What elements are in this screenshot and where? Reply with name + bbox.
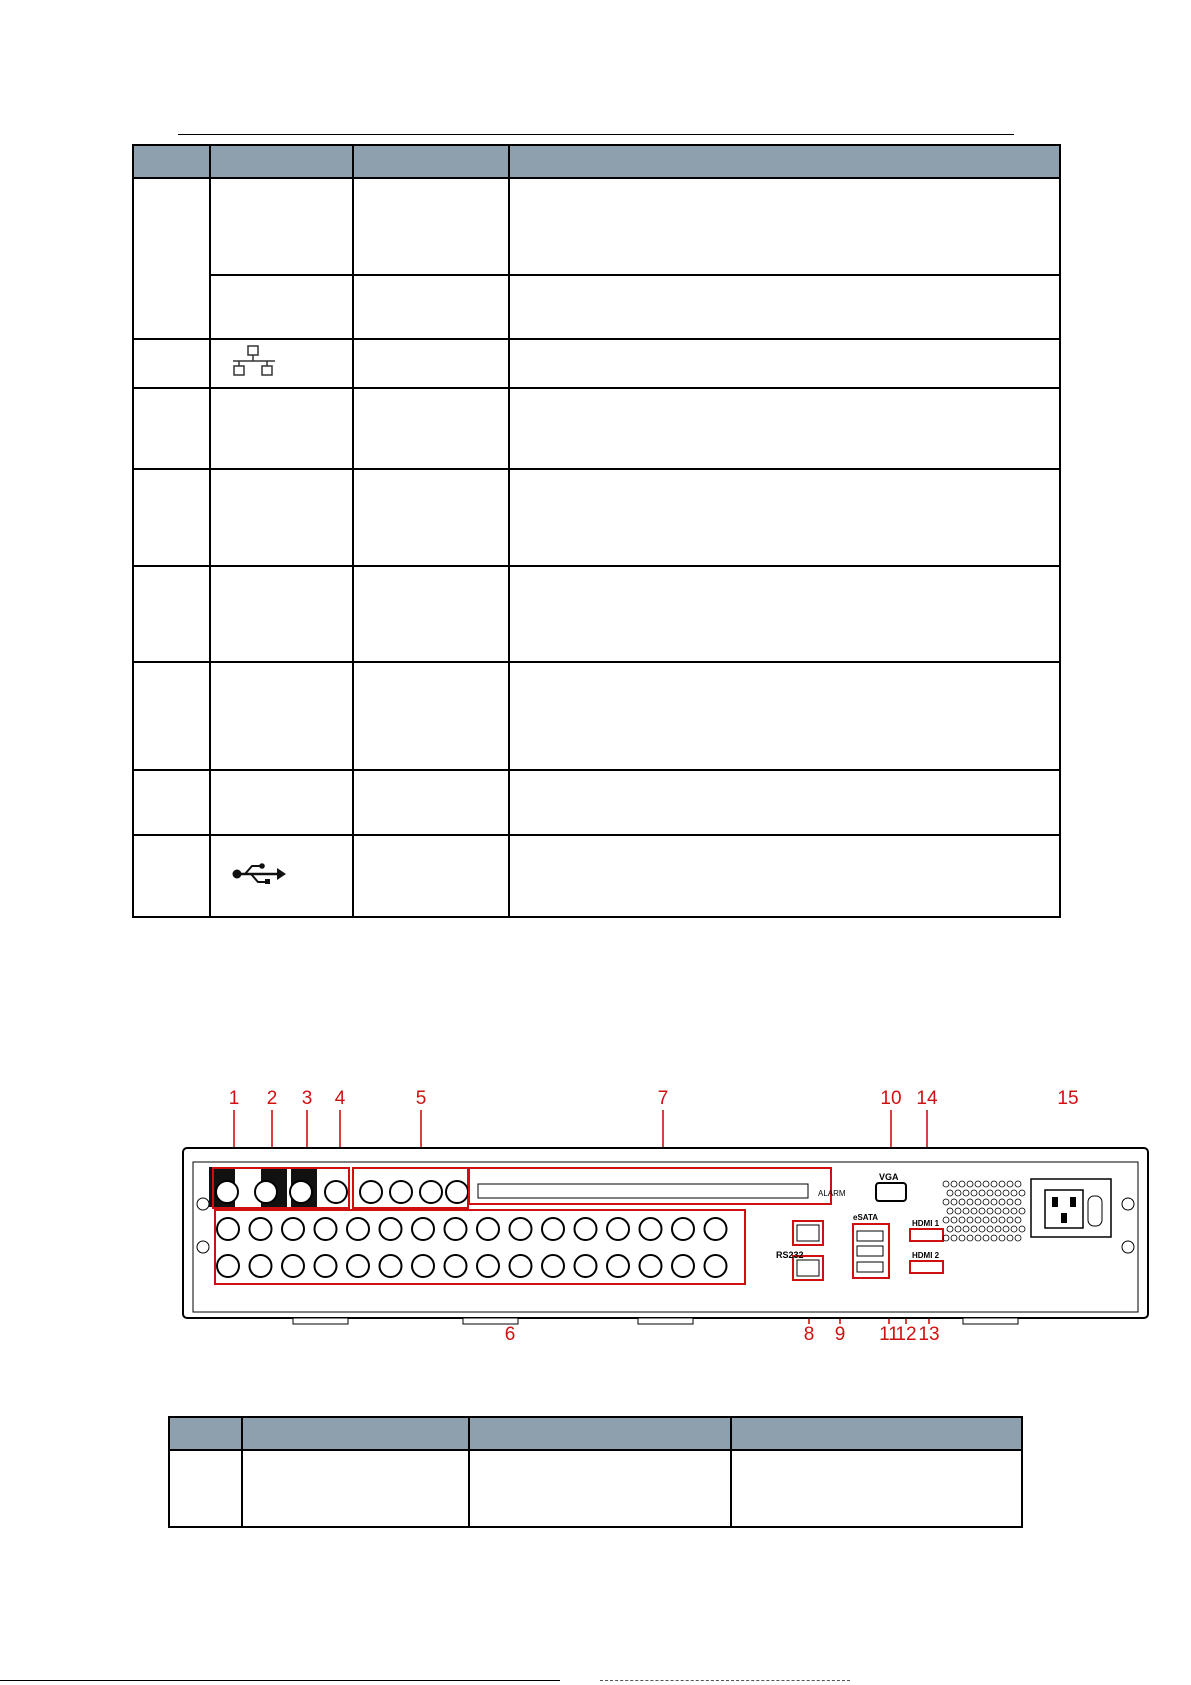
- vga-label: VGA: [879, 1172, 899, 1182]
- table-cell: [353, 566, 510, 662]
- table-cell: [509, 339, 1060, 388]
- rs232-label: RS232: [776, 1250, 804, 1260]
- video-input-connector: [412, 1255, 434, 1277]
- table-cell: [169, 1450, 242, 1527]
- callout-7: 7: [657, 1088, 669, 1109]
- table-cell: [210, 388, 353, 469]
- table-row: [133, 178, 1060, 275]
- table-cell: [509, 566, 1060, 662]
- video-input-connector: [477, 1218, 499, 1240]
- callout-6: 6: [504, 1324, 516, 1345]
- table-cell: [210, 339, 353, 388]
- power-socket: [1031, 1179, 1111, 1237]
- video-input-connector: [445, 1218, 467, 1240]
- video-input-connector: [542, 1218, 564, 1240]
- callout-2: 2: [266, 1088, 278, 1109]
- video-input-connector: [640, 1255, 662, 1277]
- table-row: [133, 275, 1060, 339]
- table-row: [133, 388, 1060, 469]
- table-cell: [731, 1450, 1022, 1527]
- video-input-connector: [705, 1255, 727, 1277]
- table-cell: [353, 275, 510, 339]
- callout-14: 14: [916, 1088, 938, 1109]
- table-row: [133, 835, 1060, 917]
- table-row: [133, 566, 1060, 662]
- video-input-connector: [217, 1218, 239, 1240]
- table-cell: [353, 388, 510, 469]
- usb-icon: [231, 861, 287, 887]
- video-input-connector: [315, 1218, 337, 1240]
- table-cell: [509, 469, 1060, 566]
- video-input-connector: [510, 1218, 532, 1240]
- network-icon: [231, 344, 277, 378]
- callout-15: 15: [1057, 1088, 1079, 1109]
- header-cell: [133, 145, 210, 178]
- table-cell: [353, 835, 510, 917]
- video-input-connector: [575, 1218, 597, 1240]
- table-cell: [210, 275, 353, 339]
- callout-12: 12: [895, 1324, 917, 1345]
- table-header-row: [169, 1417, 1022, 1450]
- video-input-connector: [672, 1218, 694, 1240]
- video-input-connector: [380, 1218, 402, 1240]
- hdmi1-label: HDMI 1: [912, 1219, 940, 1228]
- video-input-connector: [380, 1255, 402, 1277]
- table-cell: [353, 662, 510, 770]
- callout-13: 13: [918, 1324, 940, 1345]
- rear-panel-table: [168, 1416, 1023, 1528]
- table-row: [133, 469, 1060, 566]
- table-cell: [210, 662, 353, 770]
- video-input-connector: [347, 1218, 369, 1240]
- table-cell: [133, 178, 210, 339]
- callout-4: 4: [334, 1088, 346, 1109]
- table-cell: [210, 770, 353, 835]
- table-cell: [509, 662, 1060, 770]
- footer-rule-dashed: [600, 1680, 850, 1681]
- callout-8: 8: [803, 1324, 815, 1345]
- table-cell: [133, 835, 210, 917]
- video-input-connector: [282, 1255, 304, 1277]
- table-cell: [353, 469, 510, 566]
- esata-label: eSATA: [853, 1213, 879, 1222]
- footer-rule: [0, 1680, 560, 1681]
- callout-11: 11: [879, 1324, 899, 1345]
- table-cell: [133, 770, 210, 835]
- video-input-connector: [250, 1255, 272, 1277]
- header-cell: [169, 1417, 242, 1450]
- table-cell: [210, 178, 353, 275]
- video-input-connector: [445, 1255, 467, 1277]
- table-cell: [210, 835, 353, 917]
- table-cell: [353, 178, 510, 275]
- video-input-connector: [347, 1255, 369, 1277]
- video-input-connector: [510, 1255, 532, 1277]
- header-cell: [731, 1417, 1022, 1450]
- callout-5: 5: [415, 1088, 427, 1109]
- table-cell: [509, 178, 1060, 275]
- table-cell: [509, 275, 1060, 339]
- video-input-connector: [412, 1218, 434, 1240]
- table-header-row: [133, 145, 1060, 178]
- callout-9: 9: [834, 1324, 846, 1345]
- callout-10: 10: [880, 1088, 902, 1109]
- table-row: [169, 1450, 1022, 1527]
- video-input-connector: [250, 1218, 272, 1240]
- video-input-connector: [282, 1218, 304, 1240]
- video-input-connector: [640, 1218, 662, 1240]
- callout-3: 3: [301, 1088, 313, 1109]
- table-cell: [509, 835, 1060, 917]
- table-cell: [353, 770, 510, 835]
- table-cell: [469, 1450, 730, 1527]
- table-cell: [133, 388, 210, 469]
- hdmi2-label: HDMI 2: [912, 1251, 940, 1260]
- table-cell: [133, 339, 210, 388]
- front-panel-table: [132, 144, 1061, 918]
- alarm-label: ALARM: [818, 1189, 846, 1198]
- table-cell: [133, 469, 210, 566]
- rear-panel-diagram: [173, 1084, 1153, 1352]
- table-row: [133, 339, 1060, 388]
- table-cell: [353, 339, 510, 388]
- table-cell: [509, 770, 1060, 835]
- video-input-connector: [315, 1255, 337, 1277]
- video-input-connector: [705, 1218, 727, 1240]
- table-cell: [210, 566, 353, 662]
- table-cell: [242, 1450, 469, 1527]
- video-input-connector: [542, 1255, 564, 1277]
- video-input-connector: [477, 1255, 499, 1277]
- video-input-connector: [575, 1255, 597, 1277]
- table-row: [133, 770, 1060, 835]
- video-input-connector: [217, 1255, 239, 1277]
- table-cell: [210, 469, 353, 566]
- header-cell: [242, 1417, 469, 1450]
- header-cell: [210, 145, 353, 178]
- video-input-connector: [607, 1255, 629, 1277]
- header-cell: [353, 145, 510, 178]
- video-input-connector: [607, 1218, 629, 1240]
- callout-1: 1: [228, 1088, 240, 1109]
- table-cell: [509, 388, 1060, 469]
- table-cell: [133, 662, 210, 770]
- header-rule: [178, 134, 1014, 135]
- header-cell: [469, 1417, 730, 1450]
- header-cell: [509, 145, 1060, 178]
- video-input-connector: [672, 1255, 694, 1277]
- table-row: [133, 662, 1060, 770]
- table-cell: [133, 566, 210, 662]
